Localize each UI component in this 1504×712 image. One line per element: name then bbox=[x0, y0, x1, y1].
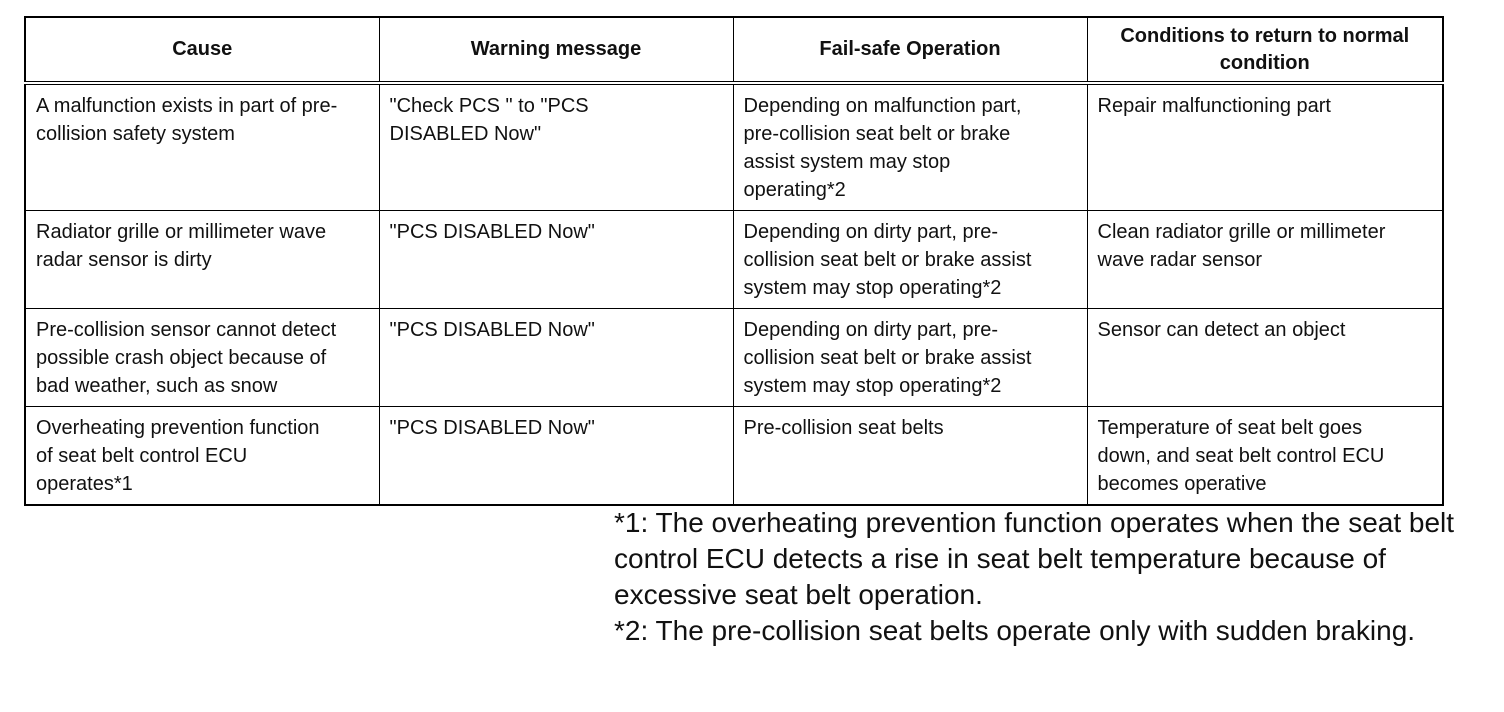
conditions-cell: Clean radiator grille or millimeter wave radar sensor bbox=[1087, 211, 1443, 309]
table-row bbox=[25, 309, 1443, 407]
warning-message-cell: "PCS DISABLED Now" bbox=[379, 407, 733, 506]
cause-cell: Overheating prevention function of seat belt control ECU operates*1 bbox=[25, 407, 379, 506]
fail-safe-operation-cell: Depending on malfunction part, pre-collision seat belt or brake assist system may stop operating*2 bbox=[733, 83, 1087, 211]
footnote-2: *2: The pre-collision seat belts operate only with sudden braking. bbox=[614, 615, 1416, 646]
table-row bbox=[25, 83, 1443, 211]
pcs-failsafe-table-container bbox=[24, 16, 1442, 506]
warning-message-cell: "PCS DISABLED Now" bbox=[379, 309, 733, 407]
cause-cell: A malfunction exists in part of pre- collision safety system bbox=[25, 83, 379, 211]
table-row bbox=[25, 407, 1443, 506]
header-cause: Cause bbox=[25, 17, 379, 83]
warning-message-cell: "PCS DISABLED Now" bbox=[379, 211, 733, 309]
cause-cell: Radiator grille or millimeter wave radar sensor is dirty bbox=[25, 211, 379, 309]
warning-message-cell: "Check PCS " to "PCS DISABLED Now" bbox=[379, 83, 733, 211]
header-warning-message: Warning message bbox=[379, 17, 733, 83]
table-header-row bbox=[25, 17, 1443, 83]
cause-cell: Pre-collision sensor cannot detect possible crash object because of bad weather, such as snow bbox=[25, 309, 379, 407]
fail-safe-operation-cell: Pre-collision seat belts bbox=[733, 407, 1087, 506]
fail-safe-operation-cell: Depending on dirty part, pre- collision seat belt or brake assist system may stop operating*2 bbox=[733, 309, 1087, 407]
footnotes bbox=[614, 505, 1474, 649]
conditions-cell: Repair malfunctioning part bbox=[1087, 83, 1443, 211]
header-fail-safe-operation: Fail-safe Operation bbox=[733, 17, 1087, 83]
conditions-cell: Temperature of seat belt goes down, and seat belt control ECU becomes operative bbox=[1087, 407, 1443, 506]
header-conditions-to-return: Conditions to return to normal condition bbox=[1087, 17, 1443, 83]
pcs-failsafe-table bbox=[24, 16, 1444, 506]
footnote-1: *1: The overheating prevention function operates when the seat belt control ECU detects a rise in seat belt temperature because of excessive seat belt operation. bbox=[614, 507, 1455, 610]
conditions-cell: Sensor can detect an object bbox=[1087, 309, 1443, 407]
table-row bbox=[25, 211, 1443, 309]
fail-safe-operation-cell: Depending on dirty part, pre- collision seat belt or brake assist system may stop operating*2 bbox=[733, 211, 1087, 309]
